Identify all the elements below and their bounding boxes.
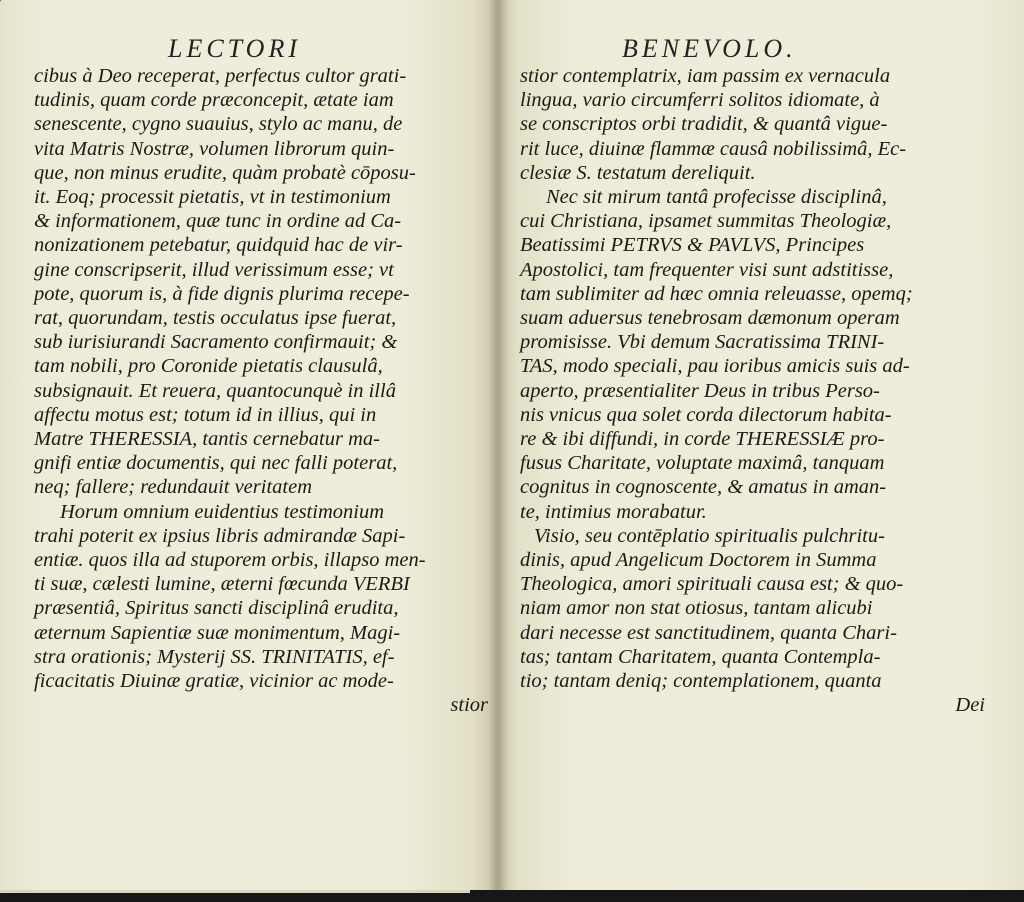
right-page-text	[520, 64, 985, 717]
text-line: tam nobili, pro Coronide pietatis clausulâ,	[34, 355, 383, 378]
text-line: pote, quorum is, à fide dignis plurima recepe-	[34, 282, 410, 305]
text-line: cibus à Deo receperat, perfectus cultor grati-	[34, 65, 407, 87]
left-page-text	[34, 64, 488, 717]
text-line: affectu motus est; totum id in illius, qui in	[34, 403, 377, 426]
text-line: æternum Sapientiæ suæ monimentum, Magi-	[34, 621, 401, 644]
text-line: tas; tantam Charitatem, quanta Contempla-	[520, 645, 881, 668]
right-page-heading: BENEVOLO.	[622, 34, 797, 63]
text-line: Theologica, amori spirituali causa est; & quo-	[520, 573, 904, 596]
catchword: stior	[450, 694, 488, 717]
text-line: stior contemplatrix, iam passim ex vernacula	[520, 65, 891, 87]
text-line: re & ibi diffundi, in corde THERESSIÆ pro-	[520, 428, 885, 451]
text-line: dari necesse est sanctitudinem, quanta Chari-	[520, 621, 897, 644]
text-line: neq; fallere; redundauit veritatem	[34, 476, 313, 499]
left-page	[0, 0, 497, 890]
text-line: præsentiâ, Spiritus sancti disciplinâ erudita,	[34, 597, 399, 620]
text-line: senescente, cygno suauius, stylo ac manu, de	[34, 113, 403, 136]
right-page	[497, 0, 1024, 890]
text-line: gine conscripserit, illud verissimum esse; vt	[34, 258, 394, 281]
text-line: tudinis, quam corde præconcepit, ætate iam	[34, 89, 394, 112]
text-line: te, intimius morabatur.	[520, 500, 707, 523]
text-line: promisisse. Vbi demum Sacratissima TRINI-	[520, 331, 885, 354]
text-line: Nec sit mirum tantâ profecisse disciplinâ,	[546, 186, 887, 209]
text-line: se conscriptos orbi tradidit, & quantâ vigue-	[520, 113, 888, 136]
text-line: ficacitatis Diuinæ gratiæ, vicinior ac mode-	[34, 670, 394, 693]
text-line: fusus Charitate, voluptate maximâ, tanquam	[520, 452, 885, 475]
text-line: trahi poterit ex ipsius libris admirandæ Sapi-	[34, 524, 406, 547]
text-line: sub iurisiurandi Sacramento confirmauit; &	[34, 331, 398, 354]
text-line: Beatissimi PETRVS & PAVLVS, Principes	[520, 234, 865, 257]
text-line: it. Eoq; processit pietatis, vt in testimonium	[34, 186, 391, 209]
catchword: Dei	[955, 694, 985, 717]
text-line: tam sublimiter ad hæc omnia releuasse, opemq;	[520, 282, 913, 305]
text-line: clesiæ S. testatum dereliquit.	[520, 161, 756, 184]
text-line: niam amor non stat otiosus, tantam alicubi	[520, 597, 873, 620]
text-line: tio; tantam deniq; contemplationem, quanta	[520, 670, 882, 693]
text-line: Visio, seu contēplatio spiritualis pulchritu-	[534, 524, 885, 547]
text-line: nonizationem petebatur, quidquid hac de vir-	[34, 234, 403, 257]
text-line: dinis, apud Angelicum Doctorem in Summa	[520, 549, 877, 572]
text-line: & informationem, quæ tunc in ordine ad Ca-	[34, 210, 402, 233]
text-line: gnifi entiæ documentis, qui nec falli poterat,	[34, 452, 398, 475]
text-line: ti suæ, cælesti lumine, æterni fœcunda VERBI	[34, 573, 410, 596]
text-line: entiæ. quos illa ad stuporem orbis, illapso men-	[34, 549, 426, 572]
text-line: Horum omnium euidentius testimonium	[60, 500, 384, 523]
text-line: rat, quorundam, testis occulatus ipse fuerat,	[34, 307, 397, 330]
text-line: Matre THERESSIA, tantis cernebatur ma-	[34, 428, 380, 451]
text-line: rit luce, diuinæ flammæ causâ nobilissimâ, Ec-	[520, 137, 907, 160]
background-strip	[0, 890, 1024, 902]
text-line: TAS, modo speciali, pau ioribus amicis suis ad-	[520, 355, 910, 378]
text-line: subsignauit. Et reuera, quantocunquè in illâ	[34, 379, 396, 402]
text-line: Apostolici, tam frequenter visi sunt adstitisse,	[520, 258, 894, 281]
text-line: nis vnicus qua solet corda dilectorum habita-	[520, 403, 892, 426]
text-line: cognitus in cognoscente, & amatus in aman-	[520, 476, 887, 499]
text-line: lingua, vario circumferri solitos idiomate, à	[520, 89, 880, 112]
text-line: suam aduersus tenebrosam dæmonum operam	[520, 307, 900, 330]
text-line: stra orationis; Mysterij SS. TRINITATIS, ef-	[34, 645, 395, 668]
text-line: cui Christiana, ipsamet summitas Theologiæ,	[520, 210, 892, 233]
text-line: que, non minus erudite, quàm probatè cōposu-	[34, 161, 416, 184]
left-page-heading: LECTORI	[168, 34, 301, 63]
text-line: aperto, præsentialiter Deus in tribus Perso-	[520, 379, 880, 402]
text-line: vita Matris Nostræ, volumen librorum quin-	[34, 137, 395, 160]
